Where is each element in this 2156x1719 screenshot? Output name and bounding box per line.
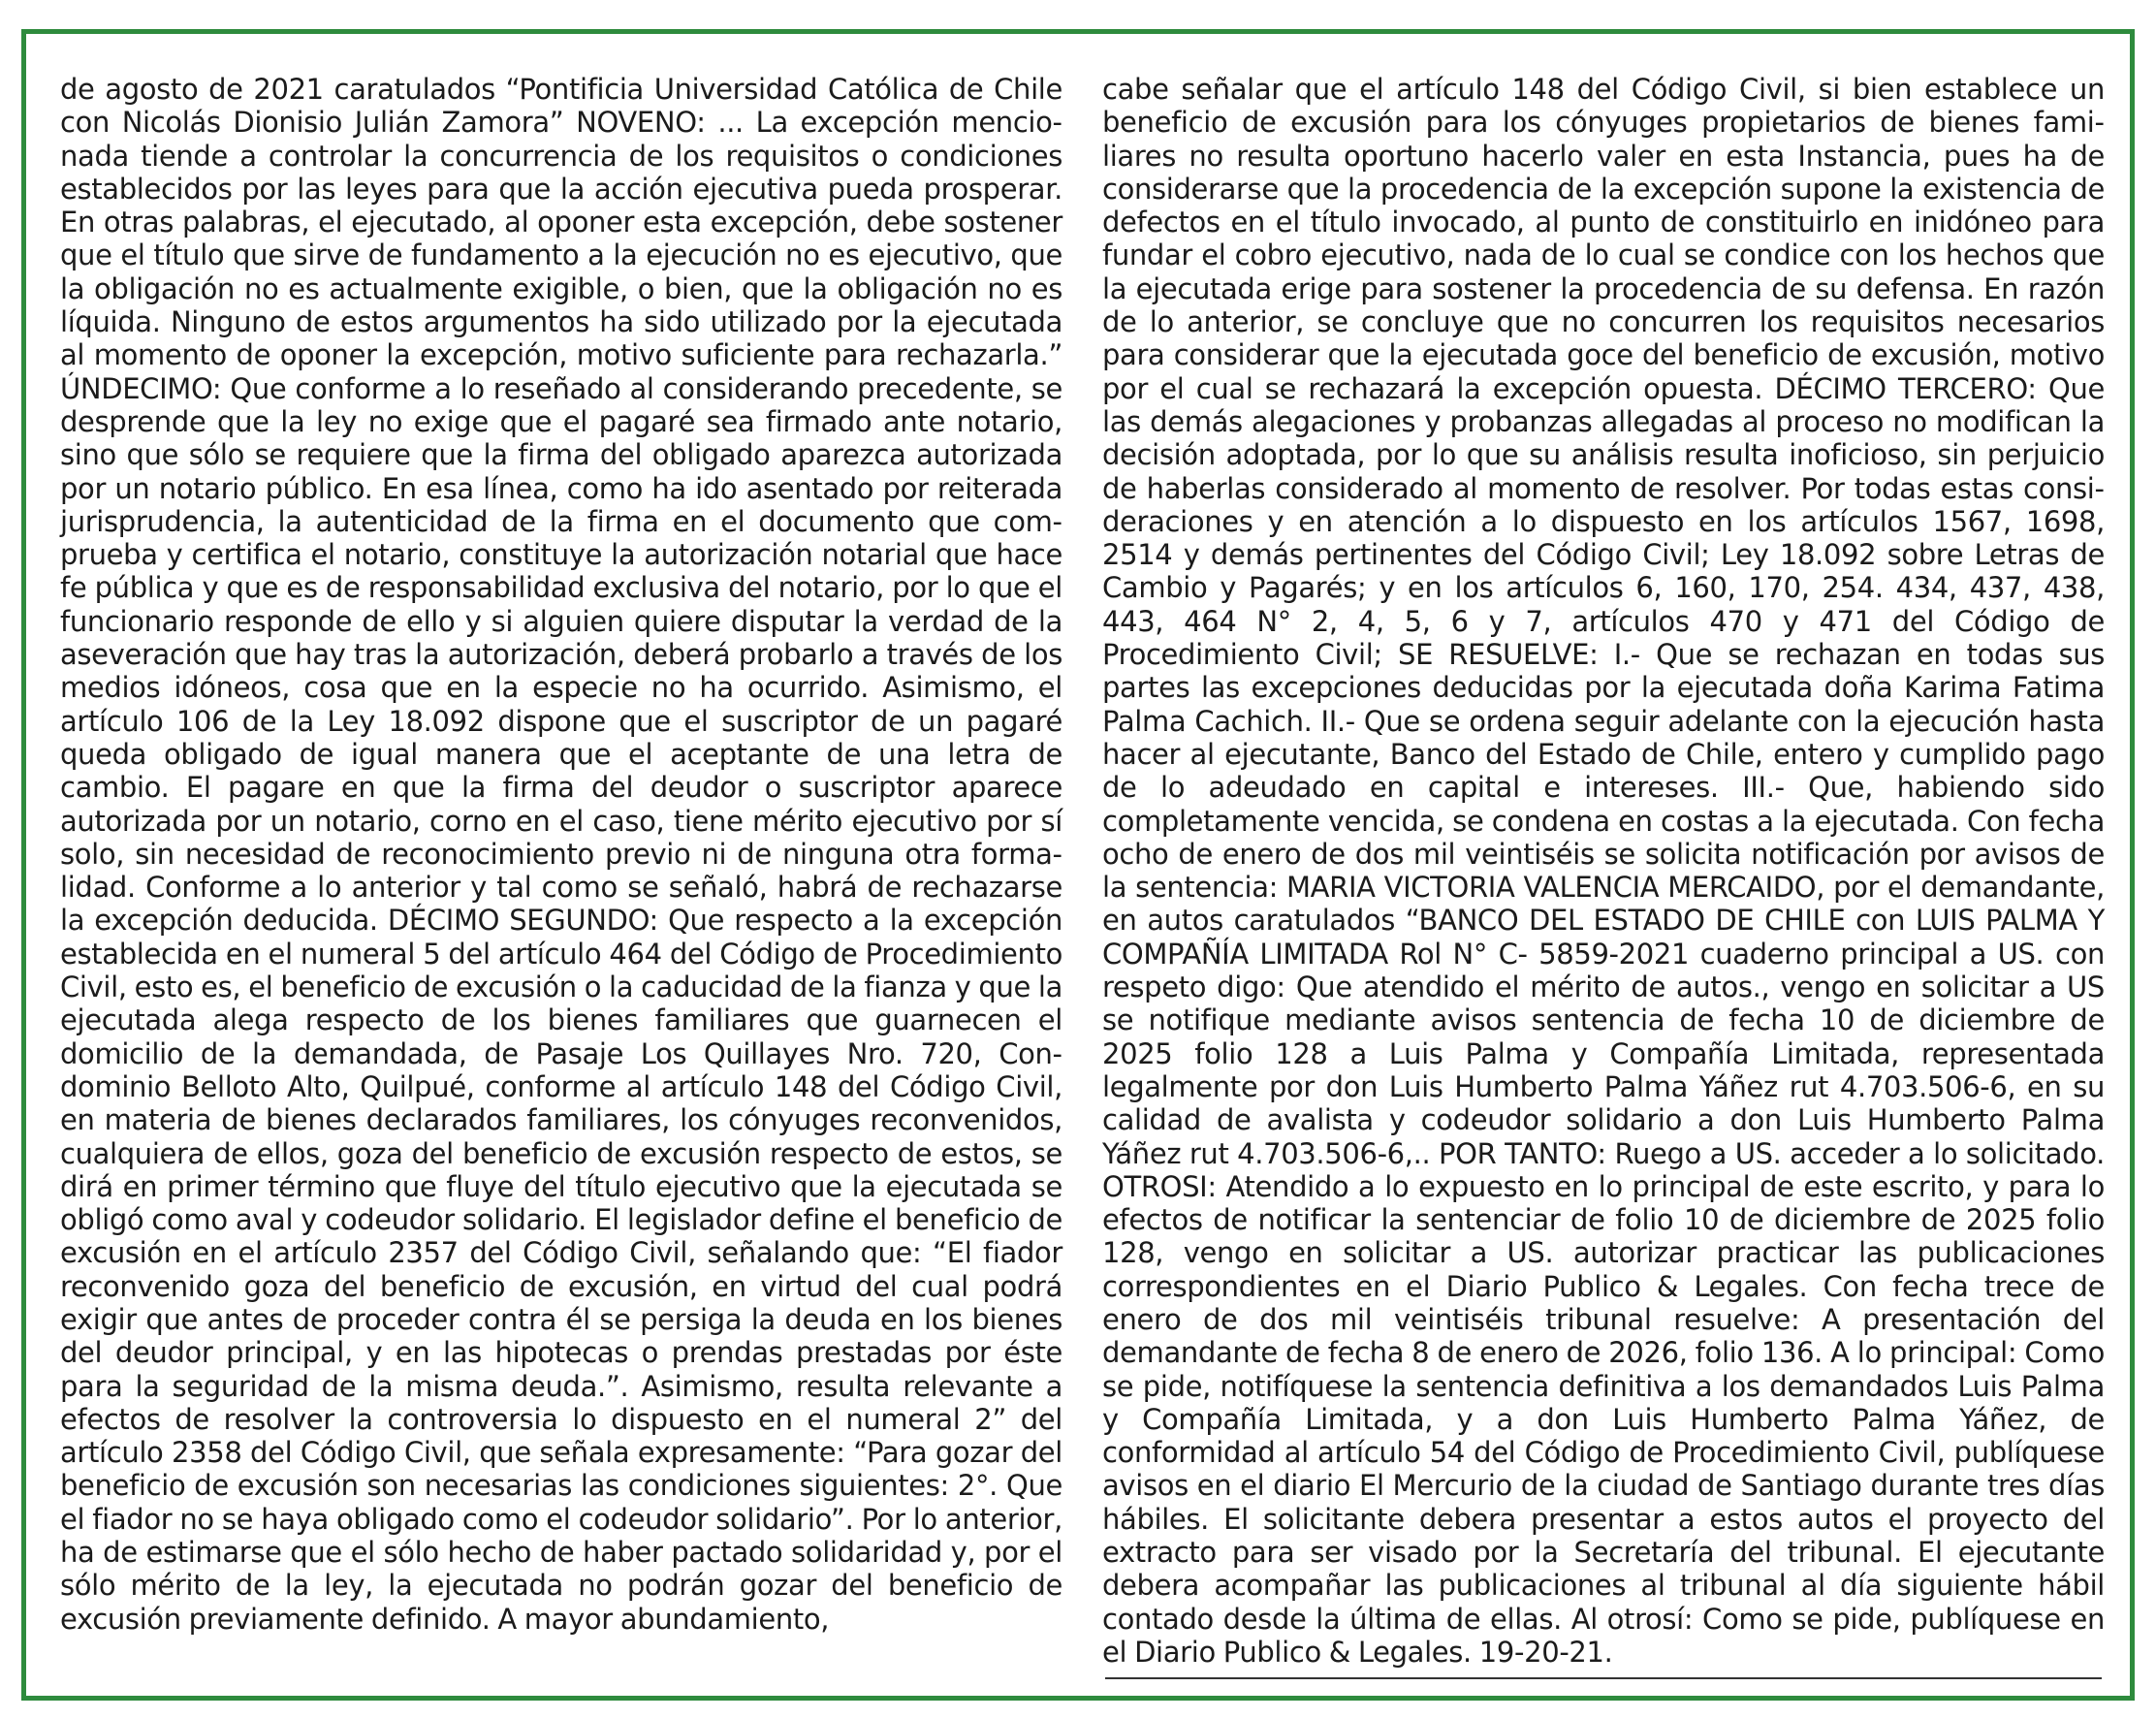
notice-text-right: cabe señalar que el artículo 148 del Código Civil, si bien establece un beneficio de excusión para los cónyuges propietarios de bienes familiares no resulta oportuno hacerlo valer en esta Instancia, pues ha de considerarse que la procedencia de la excepción supone la existencia de defectos en el título invocado, al punto de constituirlo en inidóneo para fundar el cobro ejecutivo, nada de lo cual se condice con los hechos que la ejecutada erige para sostener la procedencia de su defensa. En razón de lo anterior, se concluye que no concurren los requisitos necesarios para considerar que la ejecutada goce del beneficio de excusión, motivo por el cual se rechazará la excepción opuesta. DÉCIMO TERCERO: Que las demás alegaciones y probanzas allegadas al proceso no modifican la decisión adoptada, por lo que su análisis resulta inoficioso, sin perjuicio de haberlas considerado al momento de resolver. Por todas estas consideraciones y en atención a lo dispuesto en los artículos 1567, 1698, 2514 y demás pertinentes del Código Civil; Ley 18.092 sobre Letras de Cambio y Pagarés; y en los artículos 6, 160, 170, 254. 434, 437, 438, 443, 464 N° 2, 4, 5, 6 y 7, artículos 470 y 471 del Código de Procedimiento Civil; SE RESUELVE: I.- Que se rechazan en todas sus partes las excepciones deducidas por la ejecutada doña Karima Fatima Palma Cachich. II.- Que se ordena seguir adelante con la ejecución hasta hacer al ejecutante, Banco del Estado de Chile, entero y cumplido pago de lo adeudado en capital e intereses. III.- Que, habiendo sido completamente vencida, se condena en costas a la ejecutada. Con fecha ocho de enero de dos mil veintiséis se solicita notificación por avisos de la sentencia: MARIA VICTORIA VALENCIA MERCAIDO, por el demandante, en autos caratulados “BANCO DEL ESTADO DE CHILE con LUIS PALMA Y COMPAÑÍA LIMITADA Rol N° C- 5859-2021 cuaderno principal a US. con respeto digo: Que atendido el mérito de autos., vengo en solicitar a US se notifique mediante avisos sentencia de fecha 10 de diciembre de 2025 folio 128 a Luis Palma y Compañía Limitada, representada legalmente por don Luis Humberto Palma Yáñez rut 4.703.506-6, en su calidad de avalista y codeudor solidario a don Luis Humberto Palma Yáñez rut 4.703.506-6,.. POR TANTO: Ruego a US. acceder a lo solicitado. OTROSI: Atendido a lo expuesto en lo principal de este escrito, y para lo efectos de notificar la sentenciar de folio 10 de diciembre de 2025 folio 128, vengo en solicitar a US. autorizar practicar las publicaciones correspondientes en el Diario Publico & Legales. Con fecha trece de enero de dos mil veintiséis tribunal resuelve: A presentación del demandante de fecha 8 de enero de 2026, folio 136. A lo principal: Como se pide, notifíquese la sentencia definitiva a los demandados Luis Palma y Compañía Limitada, y a don Luis Humberto Palma Yáñez, de conformidad al artículo 54 del Código de Procedimiento Civil, publíquese avisos en el diario El Mercurio de la ciudad de Santiago durante tres días hábiles. El solicitante debera presentar a estos autos el proyecto del extracto para ser visado por la Secretaría del tribunal. El ejecutante debera acompañar las publicaciones al tribunal al día siguiente hábil contado desde la última de ellas. Al otrosí: Como se pide, publíquese en el Diario Publico & Legales. 19-20-21. (1102, 73, 2105, 1669)
notice-text-left: de agosto de 2021 caratulados “Pontificia Universidad Católica de Chile con Nicolás Dionisio Julián Zamora” NOVENO: ... La excepción mencionada tiende a controlar la concurrencia de los requisitos o condiciones establecidos por las leyes para que la acción ejecutiva pueda prosperar. En otras palabras, el ejecutado, al oponer esta excepción, debe sostener que el título que sirve de fundamento a la ejecución no es ejecutivo, que la obligación no es actualmente exigible, o bien, que la obligación no es líquida. Ninguno de estos argumentos ha sido utilizado por la ejecutada al momento de oponer la excepción, motivo suficiente para rechazarla.” ÚNDECIMO: Que conforme a lo reseñado al considerando precedente, se desprende que la ley no exige que el pagaré sea firmado ante notario, sino que sólo se requiere que la firma del obligado aparezca autorizada por un notario público. En esa línea, como ha ido asentado por reiterada jurisprudencia, la autenticidad de la firma en el documento que comprueba y certifica el notario, constituye la autorización notarial que hace fe pública y que es de responsabilidad exclusiva del notario, por lo que el funcionario responde de ello y si alguien quiere disputar la verdad de la aseveración que hay tras la autorización, deberá probarlo a través de los medios idóneos, cosa que en la especie no ha ocurrido. Asimismo, el artículo 106 de la Ley 18.092 dispone que el suscriptor de un pagaré queda obligado de igual manera que el aceptante de una letra de cambio. El pagare en que la firma del deudor o suscriptor aparece autorizada por un notario, corno en el caso, tiene mérito ejecutivo por sí solo, sin necesidad de reconocimiento previo ni de ninguna otra formalidad. Conforme a lo anterior y tal como se señaló, habrá de rechazarse la excepción deducida. DÉCIMO SEGUNDO: Que respecto a la excepción establecida en el numeral 5 del artículo 464 del Código de Procedimiento Civil, esto es, el beneficio de excusión o la caducidad de la fianza y que la ejecutada alega respecto de los bienes familiares que guarnecen el domicilio de la demandada, de Pasaje Los Quillayes Nro. 720, Condominio Belloto Alto, Quilpué, conforme al artículo 148 del Código Civil, en materia de bienes declarados familiares, los cónyuges reconvenidos, cualquiera de ellos, goza del beneficio de excusión respecto de estos, se dirá en primer término que fluye del título ejecutivo que la ejecutada se obligó como aval y codeudor solidario. El legislador define el beneficio de excusión en el artículo 2357 del Código Civil, señalando que: “El fiador reconvenido goza del beneficio de excusión, en virtud del cual podrá exigir que antes de proceder contra él se persiga la deuda en los bienes del deudor principal, y en las hipotecas o prendas prestadas por éste para la seguridad de la misma deuda.”. Asimismo, resulta relevante a efectos de resolver la controversia lo dispuesto en el numeral 2” del artículo 2358 del Código Civil, que señala expresamente: “Para gozar del beneficio de excusión son necesarias las condiciones siguientes: 2°. Que el fiador no se haya obligado como el codeudor solidario”. Por lo anterior, ha de estimarse que el sólo hecho de haber pactado solidaridad y, por el sólo mérito de la ley, la ejecutada no podrán gozar del beneficio de excusión previamente definido. A mayor abundamiento, (60, 73, 1062, 1636)
legal-notice-frame (21, 29, 2135, 1701)
notice-column-left (60, 73, 1062, 1636)
notice-column-right (1102, 73, 2105, 1669)
end-divider (1105, 1677, 2102, 1679)
